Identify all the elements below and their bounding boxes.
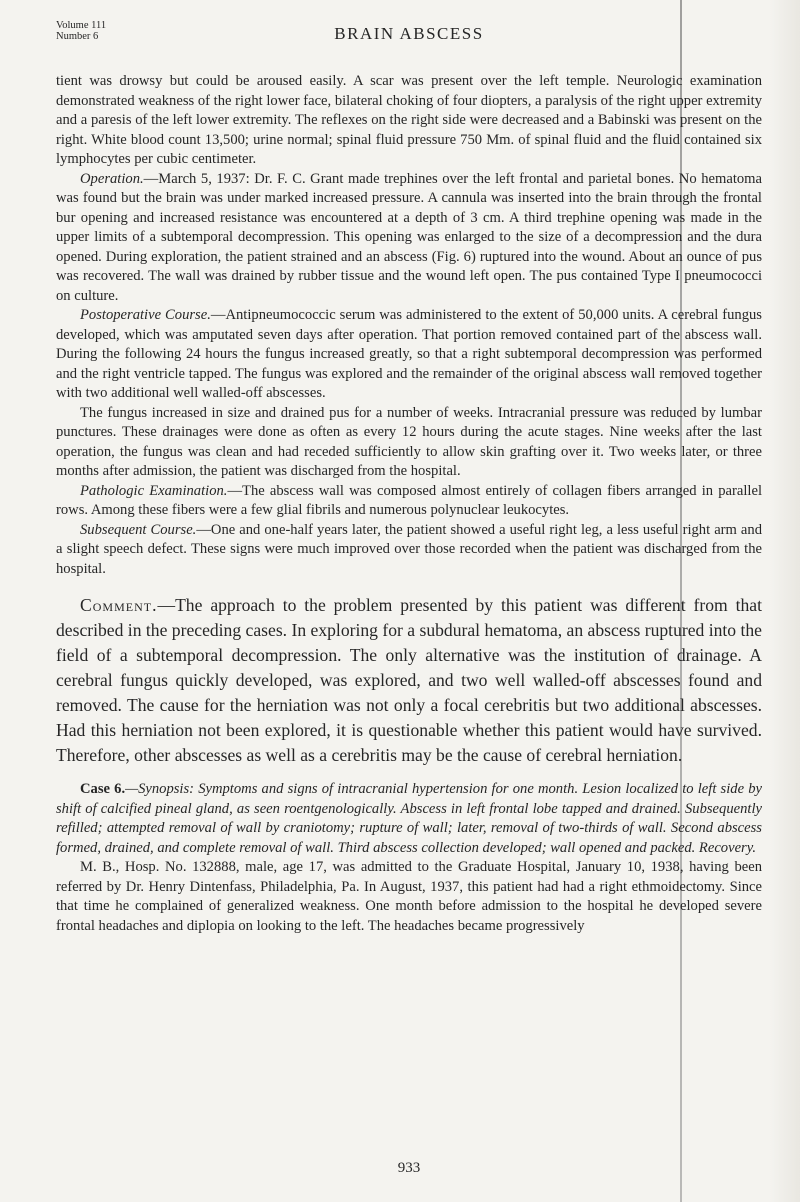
text-operation: —March 5, 1937: Dr. F. C. Grant made trephines over the left frontal and parietal bones. No hematoma was found but the brain was under marked increased pressure. A cannula was inserted into the brain through the frontal bur opening and increased resistance was encountered at a depth of 3 cm. A third trephine opening was made in the upper limits of a subtemporal decompression. This opening was enlarged to the size of a decompression and the dura opened. During exploration, the patient strained and an abscess (Fig. 6) ruptured into the wound. About an ounce of pus was recovered. The wall was drained by rubber tissue and the wound left open. The pus contained Type I pneumococci on culture. [56, 170, 762, 304]
paragraph-fungus: The fungus increased in size and drained pus for a number of weeks. Intracranial pressure was reduced by lumbar punctures. These drainages were done as often as every 12 hours during the acute stages. Nine weeks after the last operation, the fungus was clean and had receded sufficiently to allow skin grafting over it. Two weeks later, or three months after admission, the patient was discharged from the hospital. [56, 404, 762, 479]
volume-line: Volume 111 [56, 20, 107, 31]
text-subsequent: —One and one-half years later, the patient showed a useful right leg, a less useful right arm and a slight speech defect. These signs were much improved over those recorded when the patient was discharged from the hospital. [56, 521, 762, 577]
case-synopsis-text: —Synopsis: Symptoms and signs of intracranial hypertension for one month. Lesion localized to left side by shift of calcified pineal gland, as seen roentgenologically. Abscess in left frontal lobe tapped and drained. Subsequently refilled; attempted removal of wall by craniotomy; rupture of wall; later, removal of two-thirds of wall. Second abscess formed, drained, and complete removal of wall. Third abscess collection developed; wall opened and packed. Recovery. [56, 781, 762, 856]
journal-page [56, 0, 762, 1202]
text-pathology: —The abscess wall was composed almost entirely of collagen fibers arranged in parallel rows. Among these fibers were a few glial fibrils and numerous polynuclear leukocytes. [56, 482, 763, 518]
article-body [56, 72, 762, 936]
heading-comment: Comment. [80, 595, 158, 615]
page-edge-shadow [770, 0, 800, 1202]
running-title: BRAIN ABSCESS [334, 24, 484, 43]
heading-operation: Operation. [80, 170, 144, 187]
page-number: 933 [397, 1160, 421, 1176]
heading-postoperative: Postoperative Course. [80, 307, 211, 323]
paragraph-exam: tient was drowsy but could be aroused easily. A scar was present over the left temple. Neurologic examination demonstrated weakness of the right lower face, bilateral choking of four diopters, a paralysis of the right upper extremity and a paresis of the left lower extremity. The reflexes on the right side were decreased and a Babinski was present on the right. White blood count 13,500; urine normal; spinal fluid pressure 750 Mm. of spinal fluid and the fluid contained six lymphocytes per cubic centimeter. [56, 73, 762, 167]
page-header [56, 10, 762, 50]
case-label: Case 6. [80, 781, 126, 797]
heading-subsequent: Subsequent Course. [80, 521, 197, 538]
paragraph-subsequent [56, 521, 762, 580]
text-comment: —The approach to the problem presented by this patient was different from that described in the preceding cases. In exploring for a subdural hematoma, an abscess ruptured into the field of a subtemporal decompression. The only alternative was the institution of drainage. A cerebral fungus quickly developed, was explored, and two well walled-off abscesses found and removed. The cause for the herniation was not only a focal cerebritis but two additional abscesses. Had this herniation not been explored, it is questionable whether this patient would have survived. Therefore, other abscesses as well as a cerebritis may be the cause of cerebral herniation. [56, 595, 762, 765]
paragraph-postoperative [56, 306, 762, 404]
case-6-section [56, 780, 762, 936]
paragraph-operation [56, 170, 762, 307]
paragraph-comment [56, 593, 762, 768]
case-details [56, 72, 762, 579]
paragraph-case-history: M. B., Hosp. No. 132888, male, age 17, was admitted to the Graduate Hospital, January 10, 1938, having been referred by Dr. Henry Dintenfass, Philadelphia, Pa. In August, 1937, this patient had had a right ethmoidectomy. Since that time he complained of generalized weakness. One month before admission to the hospital he developed severe frontal headaches and diplopia on looking to the left. The headaches became progressively [56, 859, 762, 934]
heading-pathology: Pathologic Examination. [80, 482, 228, 499]
paragraph-pathology [56, 482, 762, 521]
comment-section [56, 593, 762, 768]
number-line: Number 6 [56, 31, 99, 42]
text-postoperative: —Antipneumococcic serum was administered to the extent of 50,000 units. A cerebral fungus developed, which was amputated seven days after operation. That portion removed contained part of the abscess wall. During the following 24 hours the fungus increased greatly, so that a right subtemporal decompression was performed and the right ventricle tapped. The fungus was explored and the remainder of the original abscess wall removed together with two additional well walled-off abscesses. [56, 307, 762, 401]
paragraph-case-synopsis [56, 780, 762, 858]
